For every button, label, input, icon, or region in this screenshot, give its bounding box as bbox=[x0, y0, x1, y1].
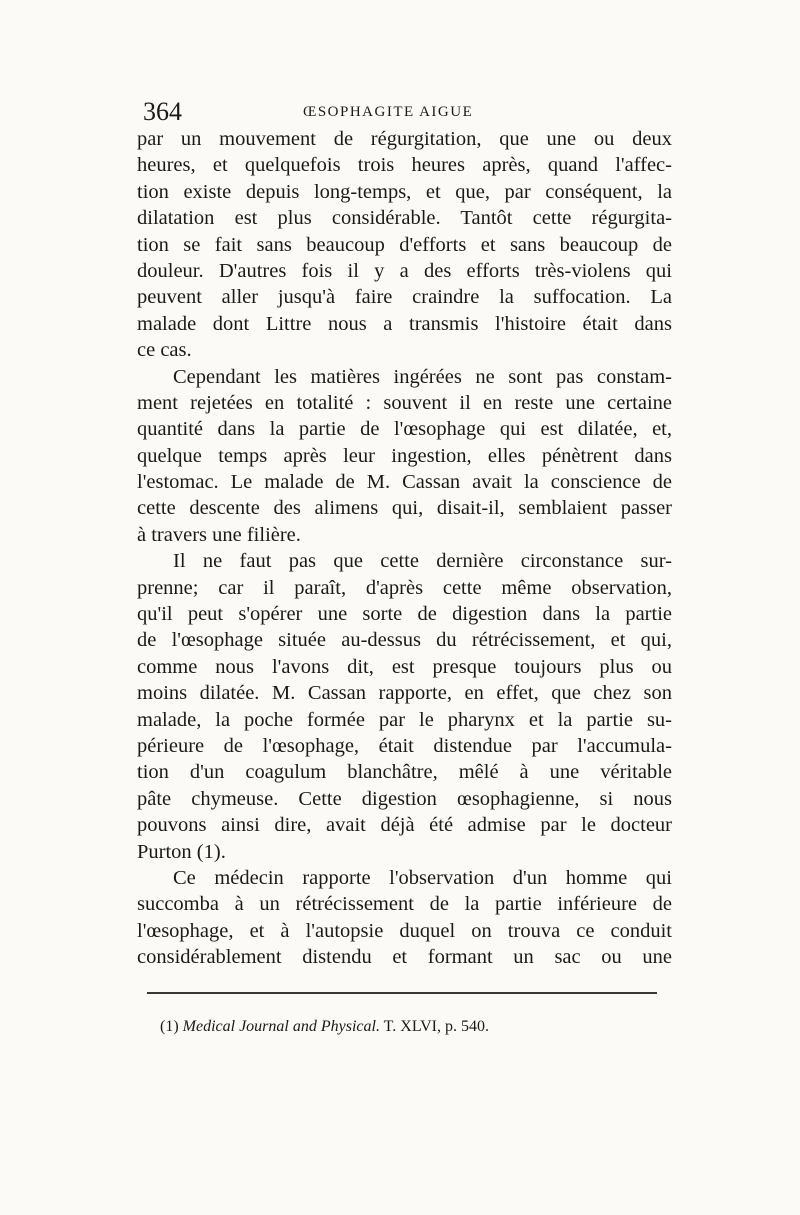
running-head: ŒSOPHAGITE AIGUE bbox=[303, 104, 474, 120]
text-line: qu'il peut s'opérer une sorte de digestion dans la partie bbox=[137, 603, 672, 626]
text-line: Il ne faut pas que cette dernière circonstance sur- bbox=[173, 550, 672, 573]
text-line: Cependant les matières ingérées ne sont pas constam- bbox=[173, 365, 672, 388]
text-line: cette descente des alimens qui, disait-il, semblaient passer bbox=[137, 497, 672, 520]
text-line: l'estomac. Le malade de M. Cassan avait la conscience de bbox=[137, 471, 672, 494]
footnote-marker: (1) bbox=[160, 1018, 179, 1035]
text-line: malade, la poche formée par le pharynx et la partie su- bbox=[137, 708, 672, 731]
text-line: malade dont Littre nous a transmis l'histoire était dans bbox=[137, 312, 672, 335]
footnote-title: Medical Journal and Physical. bbox=[182, 1018, 380, 1035]
text-line: tion se fait sans beaucoup d'efforts et sans beaucoup de bbox=[137, 233, 672, 256]
text-line: comme nous l'avons dit, est presque toujours plus ou bbox=[137, 655, 672, 678]
text-line: dilatation est plus considérable. Tantôt cette régurgita- bbox=[137, 207, 672, 230]
text-line: prenne; car il paraît, d'après cette même observation, bbox=[137, 576, 672, 599]
text-line: quantité dans la partie de l'œsophage qui est dilatée, et, bbox=[137, 418, 672, 441]
text-line: pâte chymeuse. Cette digestion œsophagienne, si nous bbox=[137, 787, 672, 810]
text-line: moins dilatée. M. Cassan rapporte, en effet, que chez son bbox=[137, 682, 672, 705]
page-number: 364 bbox=[143, 97, 182, 126]
text-line: par un mouvement de régurgitation, que une ou deux bbox=[137, 128, 672, 150]
text-line: tion d'un coagulum blanchâtre, mêlé à une véritable bbox=[137, 761, 672, 784]
text-line: succomba à un rétrécissement de la partie inférieure de bbox=[137, 893, 672, 916]
text-line: périeure de l'œsophage, était distendue par l'accumula- bbox=[137, 734, 672, 757]
text-line: pouvons ainsi dire, avait déjà été admise par le docteur bbox=[137, 814, 672, 837]
text-line: de l'œsophage située au-dessus du rétrécissement, et qui, bbox=[137, 629, 672, 652]
text-line: considérablement distendu et formant un sac ou une bbox=[137, 946, 672, 969]
text-line: douleur. D'autres fois il y a des efforts très-violens qui bbox=[137, 259, 672, 282]
text-line: peuvent aller jusqu'à faire craindre la suffocation. La bbox=[137, 286, 672, 309]
body-text bbox=[137, 126, 672, 971]
text-line: tion existe depuis long-temps, et que, par conséquent, la bbox=[137, 180, 672, 203]
text-line: heures, et quelquefois trois heures après, quand l'affec- bbox=[137, 154, 672, 177]
footnote-citation: T. XLVI, p. 540. bbox=[383, 1018, 489, 1035]
text-line: ment rejetées en totalité : souvent il en reste une certaine bbox=[137, 391, 672, 414]
text-line: quelque temps après leur ingestion, elles pénètrent dans bbox=[137, 444, 672, 467]
text-line: Purton (1). bbox=[137, 840, 226, 863]
text-line: l'œsophage, et à l'autopsie duquel on trouva ce conduit bbox=[137, 919, 672, 942]
text-line: à travers une filière. bbox=[137, 523, 301, 546]
footnote bbox=[160, 1017, 680, 1037]
text-line: Ce médecin rapporte l'observation d'un homme qui bbox=[173, 866, 672, 889]
footnote-divider bbox=[147, 992, 657, 994]
text-line: ce cas. bbox=[137, 339, 192, 362]
page-header bbox=[143, 96, 670, 128]
